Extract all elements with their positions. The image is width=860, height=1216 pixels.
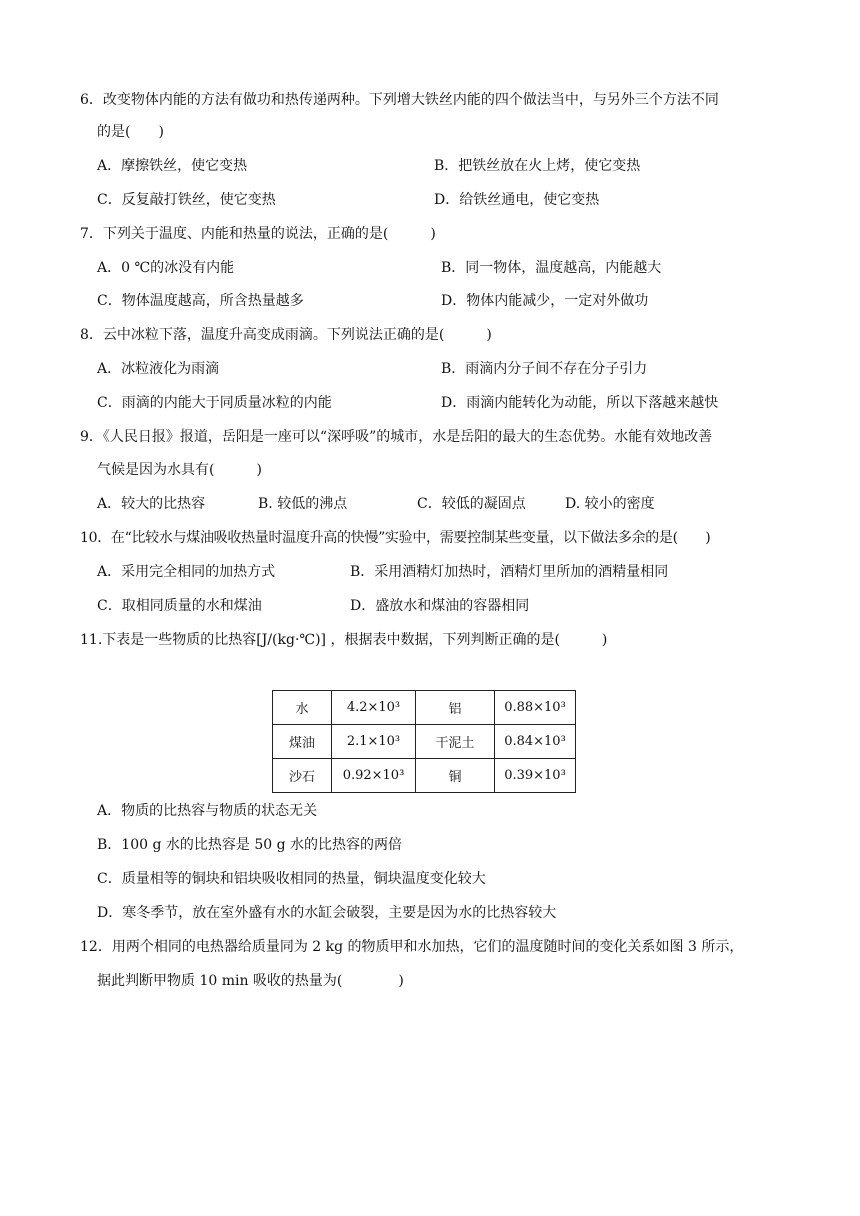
question-9-option-a: A．较大的比热容: [97, 496, 206, 512]
question-10-stem: 10．在“比较水与煤油吸收热量时温度升高的快慢”实验中，需要控制某些变量，以下做法多余的是( ): [80, 530, 711, 546]
question-11-option-d: D．寒冬季节，放在室外盛有水的水缸会破裂，主要是因为水的比热容较大: [97, 905, 557, 921]
question-11-option-a: A．物质的比热容与物质的状态无关: [97, 803, 318, 819]
question-8-option-d: D．雨滴内能转化为动能，所以下落越来越快: [441, 395, 719, 411]
question-6-stem: 6．改变物体内能的方法有做功和热传递两种。下列增大铁丝内能的四个做法当中，与另外三个方法不同: [80, 92, 719, 108]
table-cell: 干泥土: [416, 725, 495, 759]
table-cell: 沙石: [273, 759, 332, 793]
table-cell: 0.88×10³: [495, 691, 576, 725]
question-9-option-d: D. 较小的密度: [565, 496, 655, 512]
question-6-option-c: C．反复敲打铁丝，使它变热: [97, 192, 276, 208]
table-cell: 0.39×10³: [495, 759, 576, 793]
table-row: [273, 725, 576, 759]
table-cell: 2.1×10³: [332, 725, 416, 759]
table-cell: 铝: [416, 691, 495, 725]
question-10-option-a: A．采用完全相同的加热方式: [97, 564, 276, 580]
table-cell: 水: [273, 691, 332, 725]
question-6-option-d: D．给铁丝通电，使它变热: [434, 192, 600, 208]
question-8-option-c: C．雨滴的内能大于同质量冰粒的内能: [97, 395, 332, 411]
question-7-stem: 7．下列关于温度、内能和热量的说法，正确的是( ): [80, 226, 436, 242]
question-11-option-c: C．质量相等的铜块和铝块吸收相同的热量，铜块温度变化较大: [97, 871, 486, 887]
question-9-option-c: C．较低的凝固点: [417, 496, 526, 512]
question-9-stem: 9．《人民日报》报道，岳阳是一座可以“深呼吸”的城市，水是岳阳的最大的生态优势。水能有效地改善: [80, 429, 713, 445]
table-row: [273, 691, 576, 725]
table-cell: 煤油: [273, 725, 332, 759]
question-7-option-a: A．0 ℃的冰没有内能: [97, 260, 235, 276]
question-6-option-a: A．摩擦铁丝，使它变热: [97, 158, 248, 174]
question-7-option-b: B．同一物体，温度越高，内能越大: [441, 260, 662, 276]
table-cell: 0.84×10³: [495, 725, 576, 759]
question-8-option-b: B．雨滴内分子间不存在分子引力: [441, 361, 648, 377]
question-10-option-c: C．取相同质量的水和煤油: [97, 598, 262, 614]
table-cell: 0.92×10³: [332, 759, 416, 793]
question-10-option-b: B．采用酒精灯加热时，酒精灯里所加的酒精量相同: [350, 564, 669, 580]
table-cell: 4.2×10³: [332, 691, 416, 725]
question-9-option-b: B. 较低的沸点: [258, 496, 348, 512]
specific-heat-table: [272, 690, 576, 793]
question-11-stem: 11.下表是一些物质的比热容[J/(kg·℃)] ，根据表中数据，下列判断正确的是( ): [80, 632, 608, 648]
table-row: [273, 759, 576, 793]
question-8-option-a: A．冰粒液化为雨滴: [97, 361, 220, 377]
question-12-stem: 12．用两个相同的电热器给质量同为 2 kg 的物质甲和水加热，它们的温度随时间的变化关系如图 3 所示，: [80, 939, 744, 955]
question-7-option-c: C．物体温度越高，所含热量越多: [97, 293, 304, 309]
table-cell: 铜: [416, 759, 495, 793]
question-12-stem-cont: 据此判断甲物质 10 min 吸收的热量为( ): [97, 973, 404, 989]
question-6-stem-cont: 的是( ): [97, 124, 164, 140]
question-8-stem: 8．云中冰粒下落，温度升高变成雨滴。下列说法正确的是( ): [80, 327, 492, 343]
question-11-option-b: B．100 g 水的比热容是 50 g 水的比热容的两倍: [97, 837, 402, 853]
question-10-option-d: D．盛放水和煤油的容器相同: [350, 598, 530, 614]
question-9-stem-cont: 气候是因为水具有( ): [97, 462, 262, 478]
question-6-option-b: B．把铁丝放在火上烤，使它变热: [434, 158, 641, 174]
question-7-option-d: D．物体内能减少，一定对外做功: [441, 293, 649, 309]
